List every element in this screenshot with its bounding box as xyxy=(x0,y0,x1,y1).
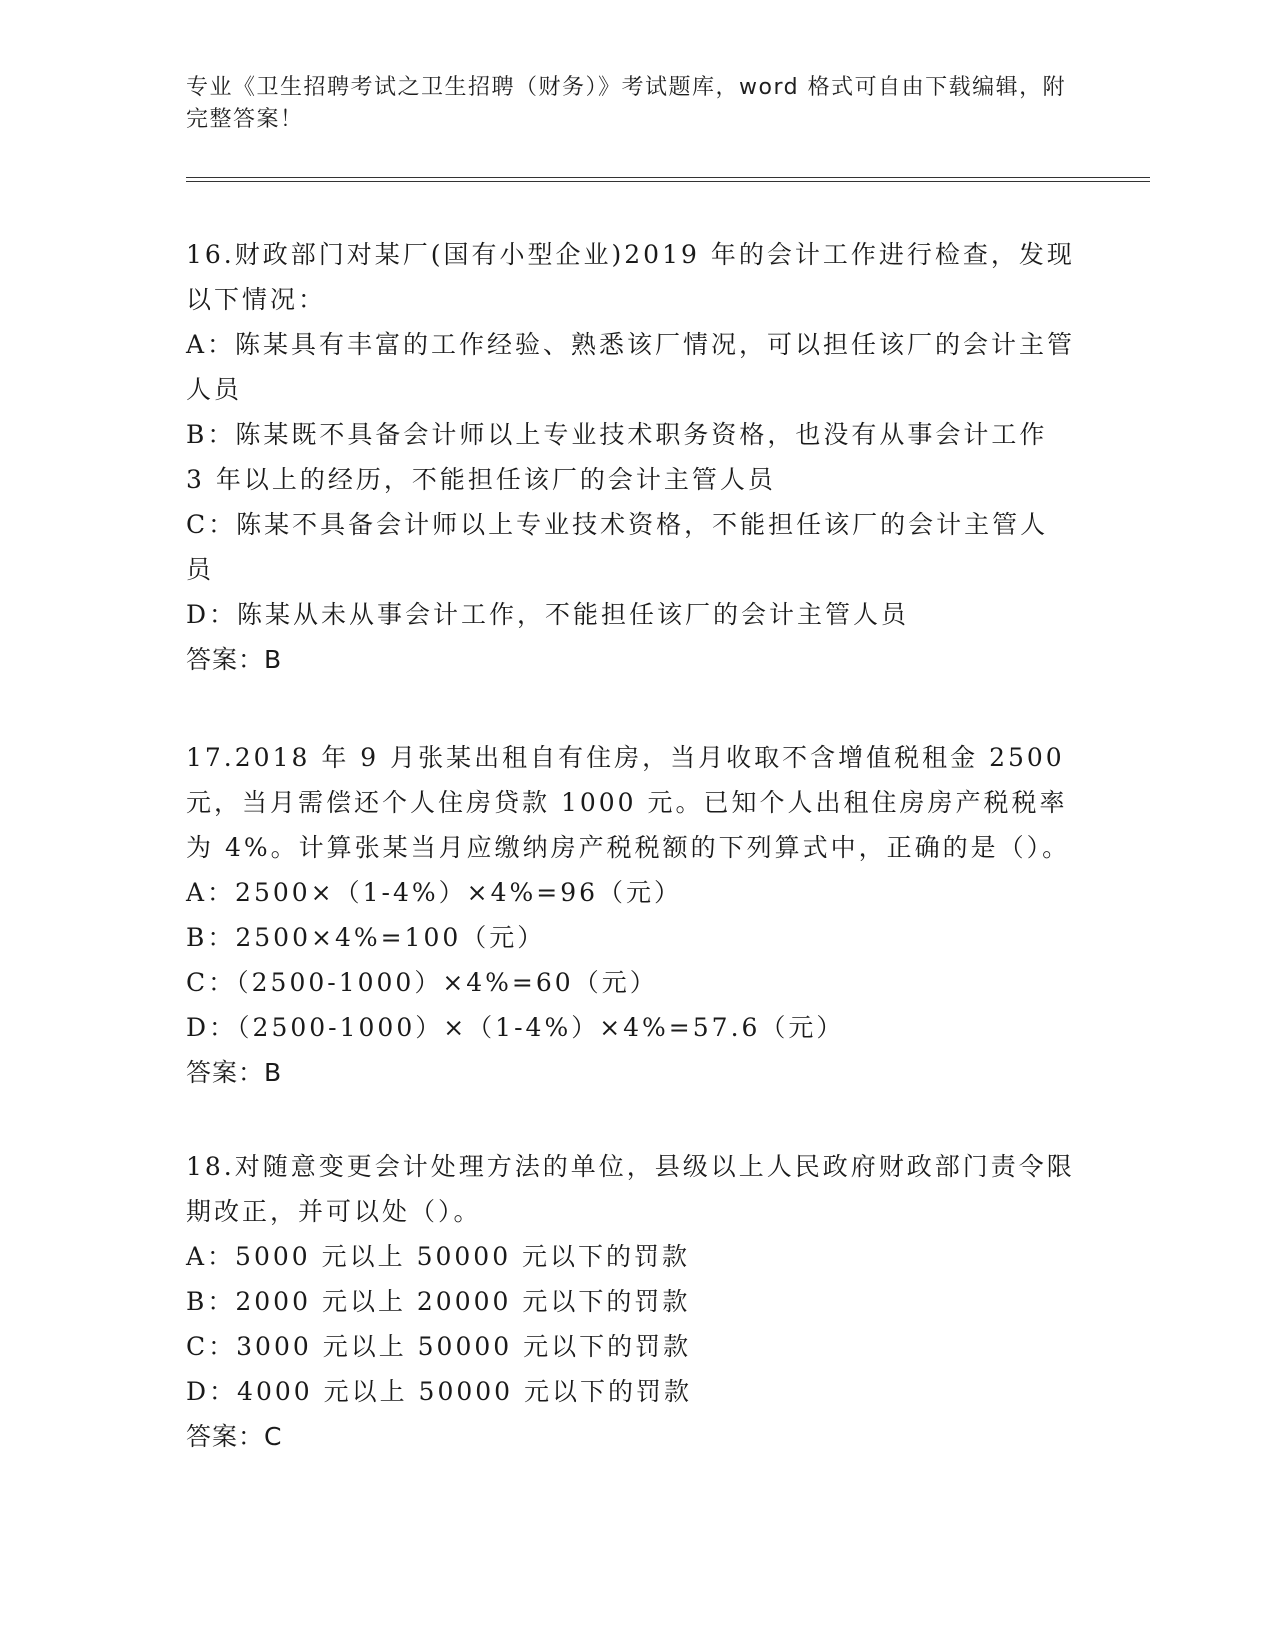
question-18 xyxy=(186,1144,1076,1459)
header-intro: 专业《卫生招聘考试之卫生招聘（财务）》考试题库，word 格式可自由下载编辑，附完整答案！ xyxy=(186,75,1067,132)
option-a: A：陈某具有丰富的工作经验、熟悉该厂情况，可以担任该厂的会计主管人员 xyxy=(186,330,1076,404)
option-d: D：（2500-1000）×（1-4%）×4%=57.6（元） xyxy=(186,1013,845,1042)
question-stem: 18.对随意变更会计处理方法的单位，县级以上人民政府财政部门责令限期改正，并可以处（）。 xyxy=(186,1152,1075,1226)
option-b: B：陈某既不具备会计师以上专业技术职务资格，也没有从事会计工作 3 年以上的经历，不能担任该厂的会计主管人员 xyxy=(186,420,1048,494)
answer-label: 答案：B xyxy=(186,645,283,674)
option-d: D：陈某从未从事会计工作，不能担任该厂的会计主管人员 xyxy=(186,600,910,629)
option-b: B：2000 元以上 20000 元以下的罚款 xyxy=(186,1287,691,1316)
question-17 xyxy=(186,735,1076,1095)
option-c: C：3000 元以上 50000 元以下的罚款 xyxy=(186,1332,692,1361)
question-stem: 17.2018 年 9 月张某出租自有住房，当月收取不含增值税租金 2500 元，当月需偿还个人住房贷款 1000 元。已知个人出租住房房产税税率为 4%。计算张某当月应缴纳房产税税额的下列算式中，正确的是（）。 xyxy=(186,743,1071,862)
header-divider-top xyxy=(186,177,1150,178)
option-c: C：陈某不具备会计师以上专业技术资格，不能担任该厂的会计主管人员 xyxy=(186,510,1049,584)
option-b: B：2500×4%=100（元） xyxy=(186,923,546,952)
question-16 xyxy=(186,232,1076,682)
answer-label: 答案：C xyxy=(186,1422,283,1451)
option-a: A：2500×（1-4%）×4%=96（元） xyxy=(186,878,683,907)
option-c: C：（2500-1000）×4%=60（元） xyxy=(186,968,658,997)
option-d: D：4000 元以上 50000 元以下的罚款 xyxy=(186,1377,693,1406)
option-a: A：5000 元以上 50000 元以下的罚款 xyxy=(186,1242,691,1271)
header-divider-bottom xyxy=(186,181,1150,182)
answer-label: 答案：B xyxy=(186,1058,283,1087)
question-stem: 16.财政部门对某厂(国有小型企业)2019 年的会计工作进行检查，发现以下情况： xyxy=(186,240,1075,314)
